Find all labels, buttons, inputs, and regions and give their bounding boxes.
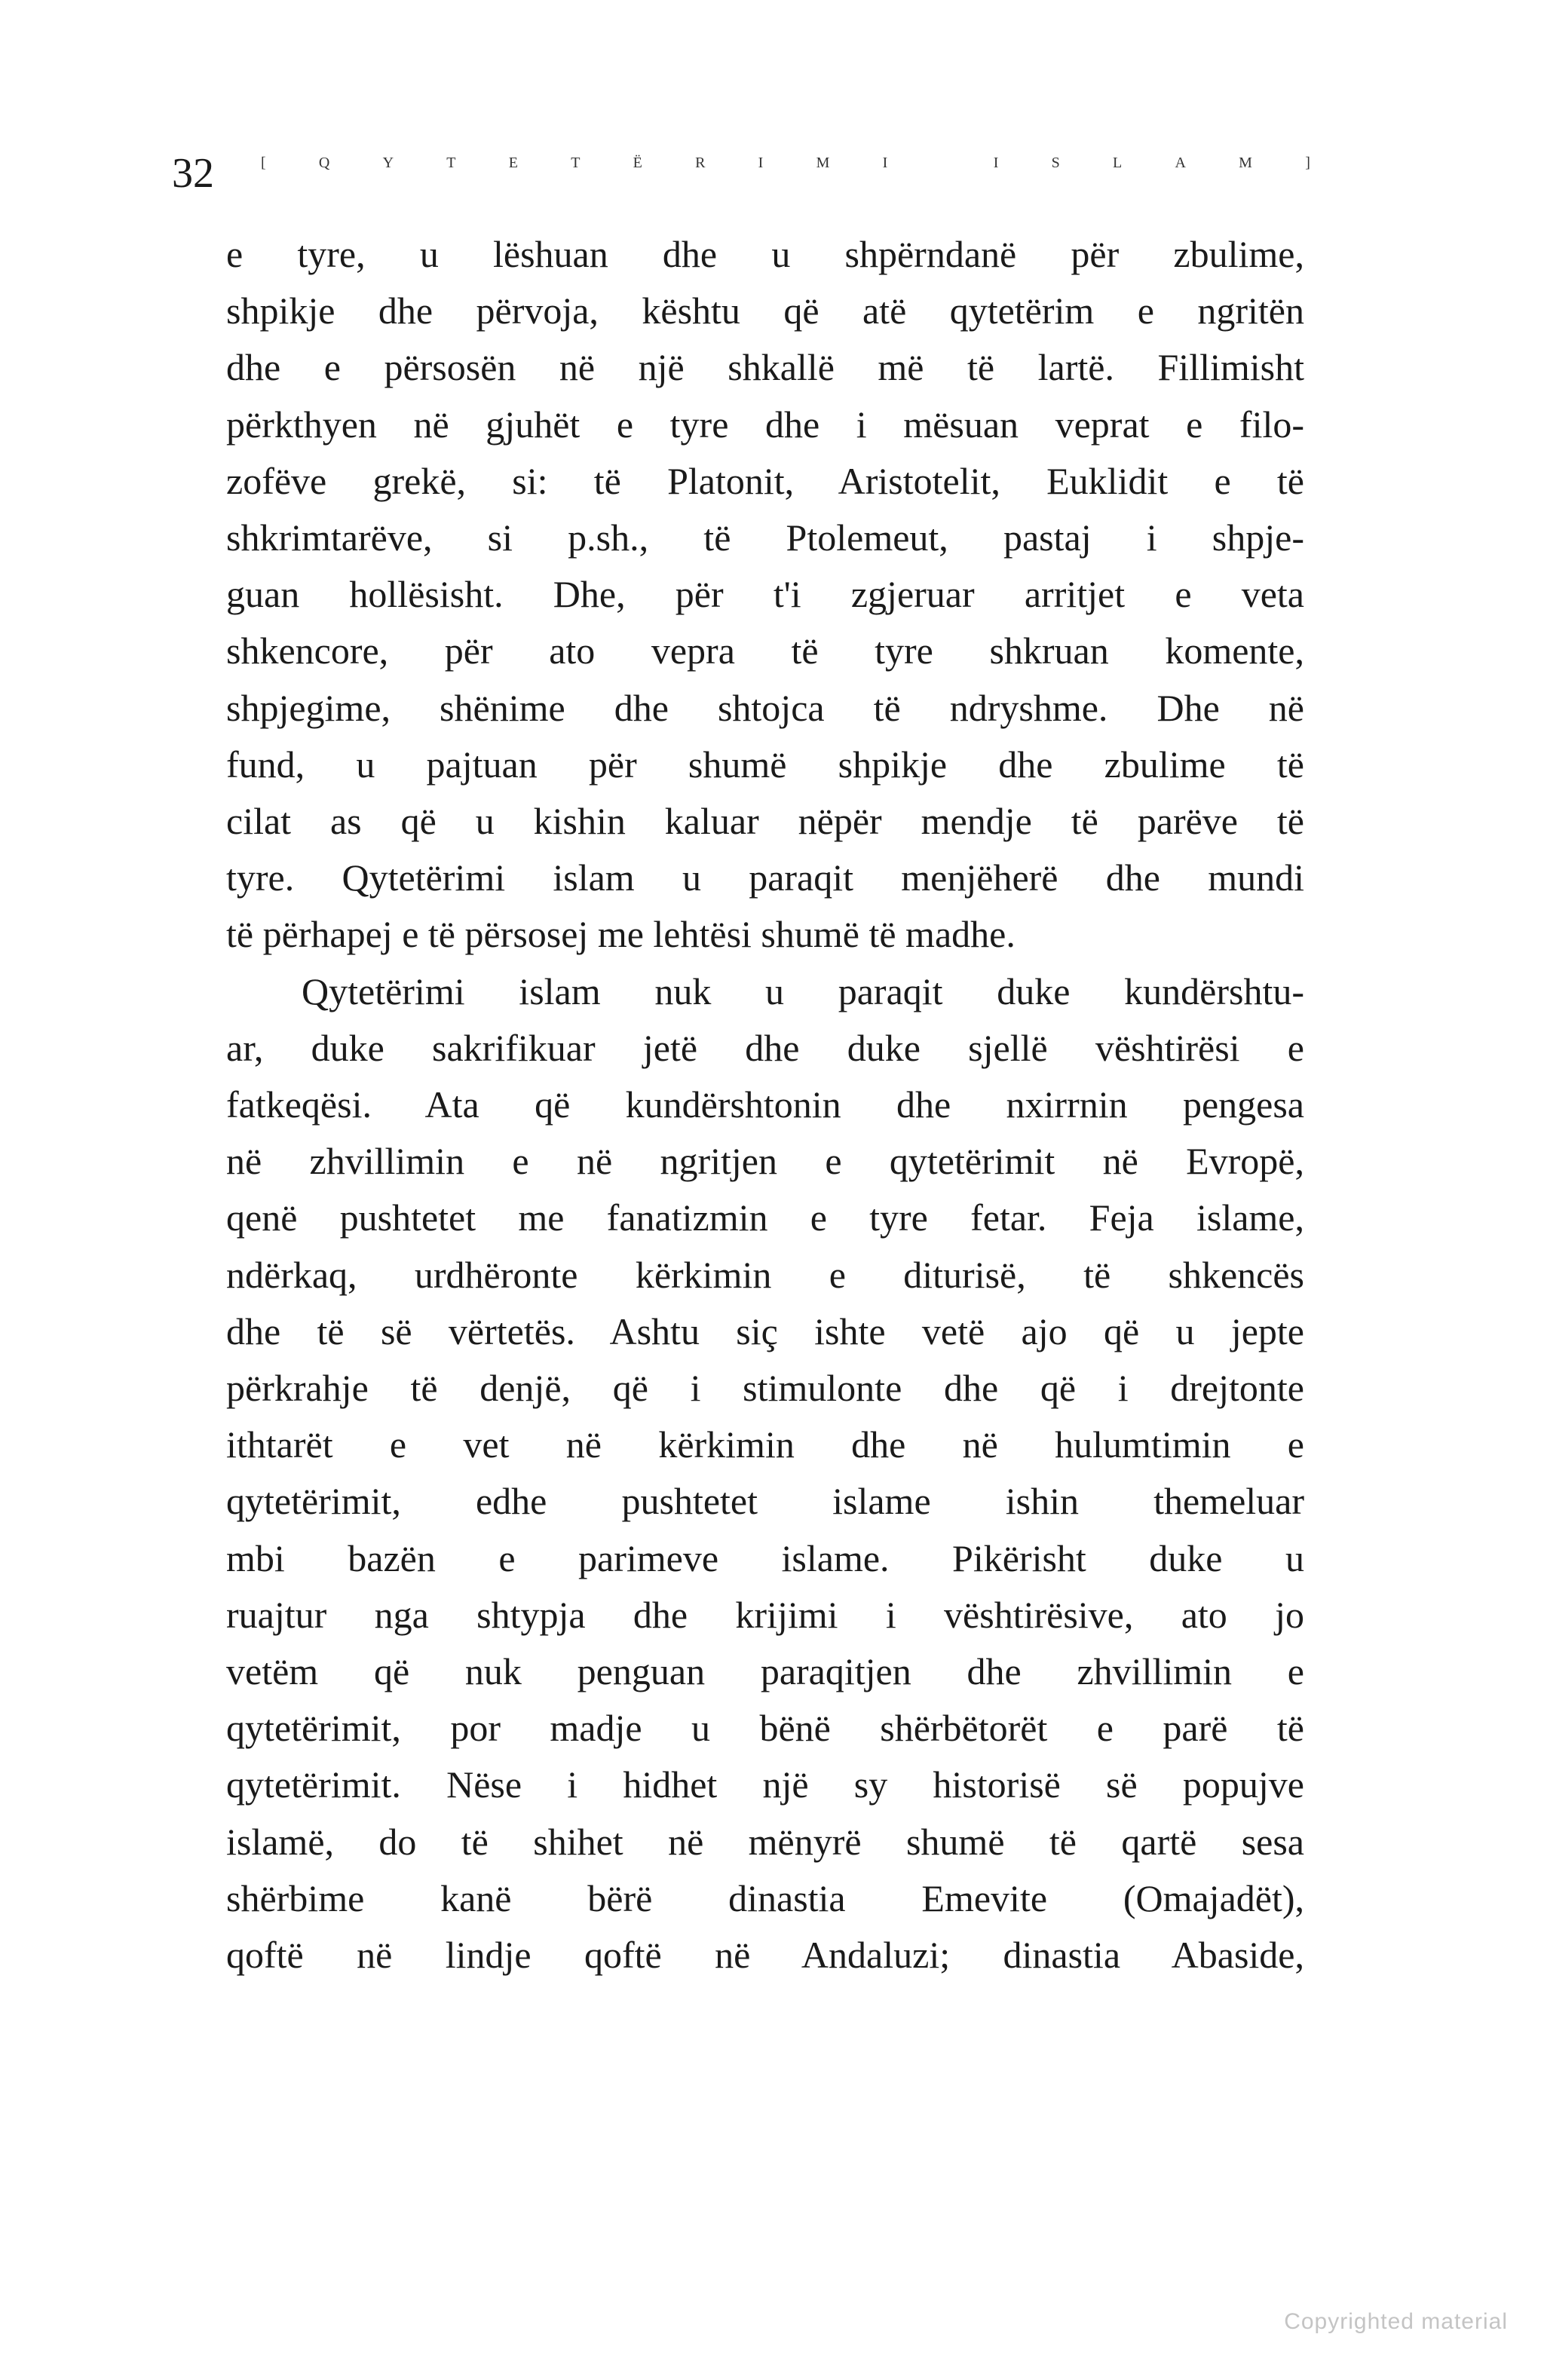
running-head-letter: Ë <box>633 155 642 171</box>
running-head-letter: I <box>882 155 888 171</box>
running-head-letter: L <box>1113 155 1123 171</box>
text-line: qytetërimit, edhe pushtetet islame ishin themeluar <box>226 1480 1304 1523</box>
body-text <box>226 226 1304 1983</box>
running-head-letter: A <box>1175 155 1186 171</box>
running-head-letter: [ <box>261 155 266 171</box>
text-line: shpikje dhe përvoja, kështu që atë qytetërim e ngritën <box>226 289 1304 332</box>
running-head-letter: S <box>1051 155 1060 171</box>
page-header <box>172 143 1310 204</box>
text-line: dhe e përsosën në një shkallë më të lartë. Fillimisht <box>226 346 1304 389</box>
text-line: ar, duke sakrifikuar jetë dhe duke sjellë vështirësi e <box>226 1026 1304 1069</box>
text-line: tyre. Qytetërimi islam u paraqit menjëherë dhe mundi <box>226 856 1304 899</box>
text-line: mbi bazën e parimeve islame. Pikërisht duke u <box>226 1536 1304 1579</box>
text-line: shërbime kanë bërë dinastia Emevite (Omajadët), <box>226 1876 1304 1919</box>
running-head-letter: Y <box>382 155 394 171</box>
paragraph-1 <box>226 226 1304 963</box>
text-line: përkrahje të denjë, që i stimulonte dhe që i drejtonte <box>226 1367 1304 1410</box>
text-line: ithtarët e vet në kërkimin dhe në hulumtimin e <box>226 1423 1304 1466</box>
running-head <box>261 149 1310 176</box>
text-line: qytetërimit. Nëse i hidhet një sy historisë së popujve <box>226 1763 1304 1806</box>
text-line: të përhapej e të përsosej me lehtësi shumë të madhe. <box>226 913 1016 956</box>
running-head-letter: Q <box>318 155 330 171</box>
page-number: 32 <box>172 150 214 197</box>
text-line: ruajtur nga shtypja dhe krijimi i vështirësive, ato jo <box>226 1593 1304 1636</box>
text-line: shpjegime, shënime dhe shtojca të ndryshme. Dhe në <box>226 686 1304 729</box>
text-line: ndërkaq, urdhëronte kërkimin e diturisë, të shkencës <box>226 1253 1304 1296</box>
text-line: dhe të së vërtetës. Ashtu siç ishte vetë ajo që u jepte <box>226 1309 1304 1352</box>
text-line: qoftë në lindje qoftë në Andaluzi; dinastia Abaside, <box>226 1934 1304 1977</box>
running-head-letter: I <box>993 155 999 171</box>
text-line: shkencore, për ato vepra të tyre shkruan komente, <box>226 629 1304 672</box>
text-line: fund, u pajtuan për shumë shpikje dhe zbulime të <box>226 743 1304 786</box>
text-line: e tyre, u lëshuan dhe u shpërndanë për zbulime, <box>226 233 1304 275</box>
text-line: përkthyen në gjuhët e tyre dhe i mësuan veprat e filo- <box>226 403 1304 446</box>
text-line: guan hollësisht. Dhe, për t'i zgjeruar arritjet e veta <box>226 573 1304 616</box>
running-head-letter: T <box>446 155 456 171</box>
text-line: cilat as që u kishin kaluar nëpër mendje të parëve të <box>226 800 1304 843</box>
text-line: qenë pushtetet me fanatizmin e tyre fetar. Feja islame, <box>226 1196 1304 1239</box>
text-line: islamë, do të shihet në mënyrë shumë të qartë sesa <box>226 1820 1304 1863</box>
running-head-letter: E <box>508 155 518 171</box>
running-head-letter: R <box>695 155 706 171</box>
running-head-letter: M <box>816 155 830 171</box>
text-line: shkrimtarëve, si p.sh., të Ptolemeut, pastaj i shpje- <box>226 516 1304 559</box>
text-line: Qytetërimi islam nuk u paraqit duke kundërshtu- <box>302 969 1304 1012</box>
running-head-letter: M <box>1239 155 1252 171</box>
text-line: zofëve grekë, si: të Platonit, Aristotelit, Euklidit e të <box>226 459 1304 502</box>
text-line: në zhvillimin e në ngritjen e qytetërimit në Evropë, <box>226 1140 1304 1183</box>
text-line: qytetërimit, por madje u bënë shërbëtorët e parë të <box>226 1707 1304 1750</box>
copyright-watermark: Copyrighted material <box>1284 2309 1508 2334</box>
running-head-letter: I <box>758 155 764 171</box>
text-line: fatkeqësi. Ata që kundërshtonin dhe nxirrnin pengesa <box>226 1083 1304 1126</box>
running-head-letter: ] <box>1305 155 1310 171</box>
running-head-letter: T <box>571 155 581 171</box>
paragraph-2 <box>226 963 1304 1984</box>
text-line: vetëm që nuk penguan paraqitjen dhe zhvillimin e <box>226 1650 1304 1693</box>
